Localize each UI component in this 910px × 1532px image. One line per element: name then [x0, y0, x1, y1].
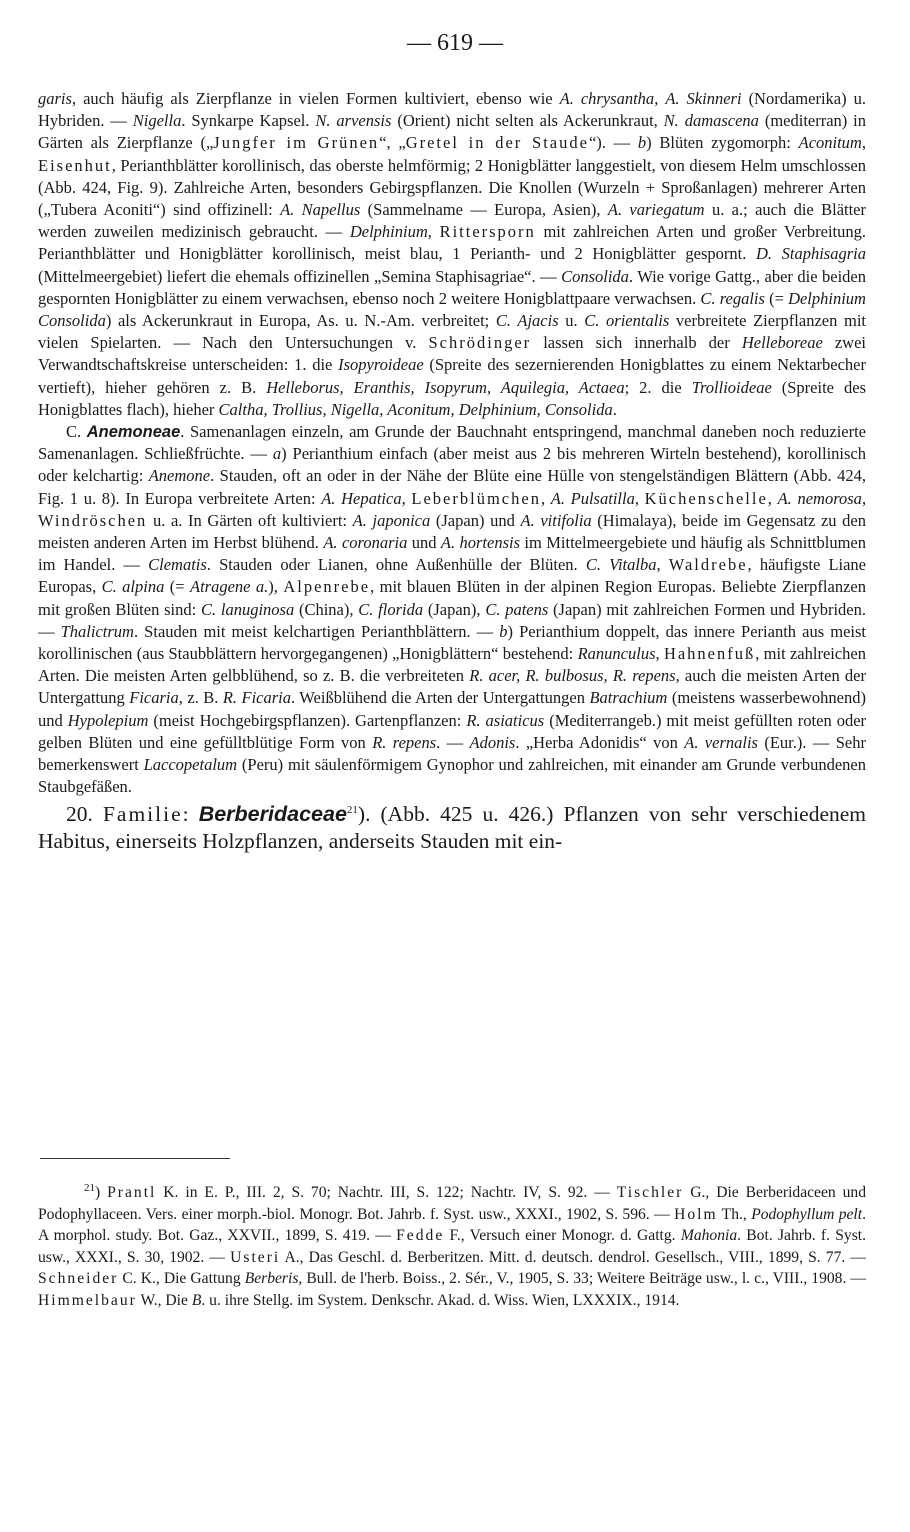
italic-term: A. coronaria	[323, 533, 408, 553]
text-run: ,	[767, 488, 778, 508]
italic-term: Atragene a.	[190, 577, 269, 597]
spaced-name: Waldrebe	[668, 555, 748, 575]
spaced-name: Holm	[674, 1205, 718, 1223]
italic-term: Helleboreae	[741, 333, 823, 353]
text-run: ,	[540, 488, 551, 508]
text-run: . Stauden mit meist kelchartigen Perianthblättern. —	[133, 621, 500, 641]
italic-term: Caltha, Trollius, Nigella, Aconitum, Delphinium, Consolida	[218, 399, 613, 419]
italic-term: N. arvensis	[315, 111, 392, 131]
text-run: . Stauden oder Lianen, ohne Außenhülle der Blüten.	[206, 555, 586, 575]
text-run: , mit blauen Blüten in der alpinen Region Europas. Beliebte Zierpflanzen mit großen Blüten sind:	[38, 577, 866, 619]
italic-term: b	[637, 133, 647, 153]
text-run: C.	[66, 422, 87, 442]
italic-term: Anemone	[148, 466, 211, 486]
text-run: im Mittelmeergebiete und häufig als Schnittblumen im Handel. —	[38, 533, 866, 575]
italic-term: C. patens	[485, 599, 549, 619]
text-run: (Mittelmeergebiet) liefert die ehemals offizinellen „Semina Staphisagriae“. —	[38, 266, 562, 286]
text-run: u. a. In Gärten oft kultiviert:	[147, 510, 353, 530]
italic-term: C. orientalis	[584, 311, 670, 331]
italic-term: A. chrysantha	[559, 89, 655, 108]
italic-term: R. Ficaria	[222, 688, 292, 708]
text-run: ,	[427, 222, 440, 242]
text-run: ,	[401, 488, 412, 508]
italic-term: A. hortensis	[440, 533, 521, 553]
text-run: Th.,	[717, 1205, 752, 1223]
spaced-name: Küchenschelle	[644, 488, 768, 508]
spaced-name: Familie	[102, 801, 183, 826]
spaced-name: Fedde	[396, 1227, 445, 1245]
italic-term: Clematis	[148, 555, 207, 575]
italic-term: Consolida	[561, 266, 629, 286]
text-run: ),	[268, 577, 284, 597]
text-run: u. a.; auch die Blätter werden zuweilen medizinisch gebraucht. —	[38, 200, 866, 242]
text-run: (Himalaya), beide im Gegensatz zu den meisten anderen Arten im Herbst blühend.	[38, 510, 866, 553]
italic-term: Trollioideae	[691, 377, 772, 397]
text-run: , häufigste Liane Europas,	[38, 555, 866, 597]
text-run: , auch häufig als Zierpflanze in vielen Formen kultiviert, ebenso wie	[71, 89, 560, 108]
italic-term: Podophyllum pelt	[751, 1205, 863, 1223]
paragraph-anemoneae	[38, 421, 866, 798]
italic-term: A. Pulsatilla	[550, 488, 635, 508]
text-run: lassen sich innerhalb der	[531, 333, 742, 353]
italic-term: Aconitum	[798, 133, 862, 153]
spaced-name: Hahnenfuß	[663, 644, 756, 664]
italic-term: Hypolepium	[67, 710, 149, 730]
text-run: (meistens wasserbewohnend) und	[38, 688, 866, 730]
italic-term: Delphinium	[349, 222, 428, 242]
text-run: , Bull. de l'herb. Boiss., 2. Sér., V., 1905, S. 33; Weitere Beiträge usw., l. c., VIII., 1908. —	[298, 1270, 866, 1288]
italic-term: Adonis	[469, 732, 516, 752]
footnote-marker: 21	[84, 1181, 95, 1194]
italic-term: C. regalis	[700, 288, 765, 308]
italic-term: B	[191, 1291, 202, 1309]
text-run: und	[407, 533, 441, 553]
text-run: (=	[164, 577, 191, 597]
text-run: 20.	[66, 801, 103, 826]
italic-term: R. acer, R. bulbosus, R. repens	[469, 666, 676, 686]
text-run: (Spreite des sezernierenden Honigblattes zu einem Nektarbecher vertieft), hieher gehören z. B.	[38, 355, 866, 397]
text-run: (Nordamerika) u. Hybriden. —	[38, 89, 866, 131]
text-run: ) Perianthium doppelt, das innere Perianth aus meist korollinischen (aus Staubblättern hervorgegangenen) „Honigblättern“ bestehend:	[38, 621, 866, 664]
text-run: (Japan) mit zahlreichen Formen und Hybriden. —	[38, 599, 866, 641]
italic-term: b	[499, 621, 508, 641]
text-run: ). (Abb. 425 u. 426.) Pflanzen von sehr verschiedenem Habitus, einerseits Holzpflanzen, anderseits Stauden mit ein-	[38, 801, 866, 853]
italic-term: Berberis	[244, 1270, 299, 1288]
spaced-name: Schneider	[38, 1270, 119, 1288]
spaced-name: Prantl	[107, 1184, 157, 1201]
spaced-name: Alpenrebe	[283, 577, 371, 597]
text-run: , auch die meisten Arten der Untergattung	[38, 666, 866, 708]
italic-term: Ficaria	[129, 688, 179, 708]
italic-term: C. lanuginosa	[200, 599, 295, 619]
italic-term: Ranunculus	[577, 644, 656, 664]
bold-taxon: Berberidaceae	[198, 801, 347, 826]
italic-term: A. Skinneri	[665, 89, 742, 108]
italic-term: Laccopetalum	[143, 755, 238, 775]
italic-term: Delphinium Consolida	[38, 288, 866, 331]
italic-term: Nigella	[132, 111, 182, 131]
text-run: ,	[861, 133, 866, 153]
text-run: u.	[558, 311, 585, 331]
text-run: (Mediterrangeb.) mit meist gefüllten roten oder gelben Blüten und eine gefülltblütige Form von	[38, 710, 867, 752]
italic-term: Helleborus, Eranthis, Isopyrum, Aquilegia, Actaea	[266, 377, 625, 397]
text-run: ) Blüten zygomorph:	[646, 133, 799, 153]
italic-term: Mahonia	[680, 1227, 738, 1245]
text-run: ) als Ackerunkraut in Europa, As. u. N.-Am. verbreitet;	[105, 311, 496, 331]
bold-taxon: Anemoneae	[86, 423, 181, 442]
text-run: mit zahlreichen Arten und großer Verbreitung. Perianthblätter und Honigblätter korollinisch, meist blau, 1 Perianth- und 2 Honigblätter gespornt.	[38, 222, 867, 264]
text-run: zwei Verwandtschaftskreise unterscheiden: 1. die	[38, 333, 866, 375]
text-run: . Synkarpe Kapsel.	[181, 111, 316, 131]
text-run: (=	[764, 288, 789, 308]
text-run: (Peru) mit säulenförmigem Gynophor und zahlreichen, mit einander am Grunde verbundenen Staubgefäßen.	[38, 755, 866, 797]
text-run: )	[95, 1184, 108, 1201]
text-run: C. K., Die Gattung	[118, 1270, 245, 1288]
text-run: .	[612, 399, 617, 419]
text-run: (Japan) und	[430, 510, 521, 530]
spaced-name: Usteri	[230, 1248, 281, 1266]
text-run: . —	[436, 732, 470, 752]
spaced-name: Gretel in der Staude	[405, 133, 589, 153]
text-run: (China),	[294, 599, 359, 619]
italic-term: A. vernalis	[684, 732, 758, 752]
text-run: (Spreite des Honigblattes flach), hieher	[38, 377, 866, 419]
italic-term: a	[272, 444, 282, 464]
text-run: (meist Hochgebirgspflanzen). Gartenpflanzen:	[148, 710, 467, 730]
italic-term: garis	[38, 89, 72, 108]
text-run: W., Die	[136, 1291, 192, 1309]
text-run: (Eur.). — Sehr bemerkenswert	[38, 732, 866, 775]
text-run: . „Herba Adonidis“ von	[515, 732, 685, 752]
italic-term: N. damascena	[663, 111, 759, 131]
spaced-name: Tischler	[616, 1184, 684, 1201]
paragraph-helleboreae	[38, 88, 866, 421]
italic-term: R. asiaticus	[466, 710, 545, 730]
footnote-21	[38, 1182, 866, 1312]
italic-term: C. Ajacis	[495, 311, 559, 331]
italic-term: R. repens	[372, 732, 437, 752]
paragraph-berberidaceae	[38, 801, 866, 855]
italic-term: A. variegatum	[607, 200, 705, 220]
text-run: “). —	[588, 133, 638, 153]
text-run: F., Versuch einer Monogr. d. Gattg.	[444, 1227, 681, 1245]
text-run: . A morphol. study. Bot. Gaz., XXVII., 1899, S. 419. —	[38, 1205, 867, 1245]
page-number: — 619 —	[407, 30, 503, 56]
main-text	[38, 88, 866, 855]
italic-term: A. Napellus	[280, 200, 361, 220]
spaced-name: Leberblümchen	[411, 488, 541, 508]
text-run: . Weißblühend die Arten der Untergattungen	[291, 688, 590, 708]
text-run: . Stauden, oft an oder in der Nähe der Blüte eine Hülle von stengelständigen Blättern (Abb. 424, Fig. 1 u. 8). In Europa verbreitete Arten:	[38, 466, 866, 508]
text-run: ,	[655, 644, 664, 664]
text-run: , mit zahlreichen Arten. Die meisten Arten gelbblühend, so z. B. die verbreiteten	[38, 644, 867, 686]
text-run: , Perianthblätter korollinisch, das oberste helmförmig; 2 Honigblätter langgestielt, von diesem Helm umschlossen (Abb. 424, Fig. 9). Zahlreiche Arten, besonders Gebirgspflanzen. Die Knollen (Wurzeln + Sproßanlagen) mehrerer Arten („Tubera Aconiti“) sind offizinell:	[38, 155, 866, 220]
italic-term: A. vitifolia	[520, 510, 592, 530]
italic-term: C. Vitalba	[585, 555, 657, 575]
italic-term: Batrachium	[589, 688, 668, 708]
footnote-marker: 21	[346, 803, 358, 816]
text-run: ; 2. die	[624, 377, 692, 397]
text-run: . Bot. Jahrb. f. Syst. usw., XXXI., S. 30, 1902. —	[38, 1227, 866, 1266]
text-run: (Sammelname — Europa, Asien),	[360, 200, 608, 220]
italic-term: A. Hepatica	[321, 488, 402, 508]
text-run: K. in E. P., III. 2, S. 70; Nachtr. III, S. 122; Nachtr. IV, S. 92. —	[156, 1184, 617, 1201]
italic-term: C. alpina	[101, 577, 165, 597]
spaced-name: Eisenhut	[38, 155, 112, 175]
text-run: , z. B.	[178, 688, 223, 708]
text-run: (mediterran) in Gärten als Zierpflanze („	[38, 111, 867, 153]
italic-term: Isopyroideae	[338, 355, 424, 375]
spaced-name: Schrödinger	[428, 333, 532, 353]
text-run: (Japan),	[423, 599, 486, 619]
footnote-divider	[40, 1158, 230, 1159]
spaced-name: Windröschen	[38, 510, 148, 530]
text-run: A., Das Geschl. d. Berberitzen. Mitt. d. deutsch. dendrol. Gesellsch., VIII., 1899, S. 77. —	[280, 1248, 866, 1266]
text-run: (Orient) nicht selten als Ackerunkraut,	[391, 111, 664, 131]
italic-term: A. japonica	[352, 510, 431, 530]
text-run: G., Die Berberidaceen und Podophyllaceen. Vers. einer morph.-biol. Monogr. Bot. Jahrb. f. Syst. usw., XXXI., 1902, S. 596. —	[38, 1184, 866, 1223]
italic-term: D. Staphisagria	[755, 244, 866, 264]
text-run: . Wie vorige Gattg., aber die beiden gespornten Honigblätter zu einem verwachsen, ebenso noch 2 weitere Honigblattpaare verwachsen.	[38, 266, 866, 308]
text-run: ,	[861, 488, 867, 508]
text-run: ,	[656, 555, 669, 575]
italic-term: C. florida	[358, 599, 424, 619]
spaced-name: Jungfer im Grünen	[213, 133, 380, 153]
text-run: ,	[654, 89, 666, 108]
text-run: :	[182, 801, 199, 826]
italic-term: Thalictrum	[60, 621, 134, 641]
text-run: ,	[634, 488, 645, 508]
italic-term: A. nemorosa	[777, 488, 862, 508]
spaced-name: Himmelbaur	[38, 1291, 137, 1309]
text-run: . Samenanlagen einzeln, am Grunde der Bauchnaht entspringend, manchmal daneben noch reduzierte Samenanlagen. Schließfrüchte. —	[38, 422, 866, 464]
text-run: . u. ihre Stellg. im System. Denkschr. Akad. d. Wiss. Wien, LXXXIX., 1914.	[201, 1291, 680, 1309]
text-run: “, „	[379, 133, 406, 153]
text-run: ) Perianthium einfach (aber meist aus 2 bis mehreren Wirteln bestehend), korollinisch oder kelchartig:	[38, 444, 866, 486]
spaced-name: Rittersporn	[439, 222, 536, 242]
text-run: verbreitete Zierpflanzen mit vielen Spielarten. — Nach den Untersuchungen v.	[38, 311, 866, 353]
